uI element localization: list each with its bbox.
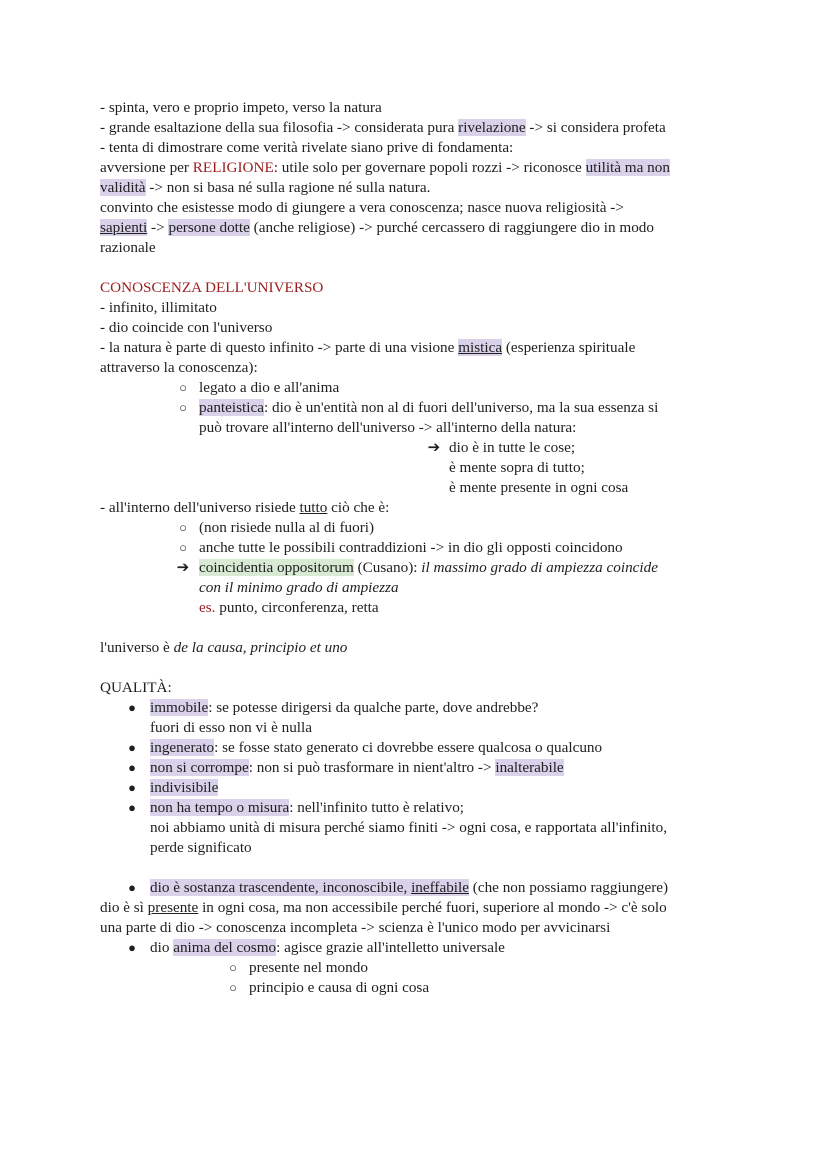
text-line: - tenta di dimostrare come verità rivelate siano prive di fondamenta: [100,139,514,156]
text-line: - la natura è parte di questo infinito -> parte di una visione mistica (esperienza spirituale [100,339,636,356]
list-item: ➔ coincidentia oppositorum (Cusano): il massimo grado di ampiezza coincide [172,558,658,578]
text-line: es. punto, circonferenza, retta [199,599,379,616]
list-item: ○ (non risiede nulla al di fuori) [172,518,374,538]
arrow-bullet-icon: ➔ [427,439,441,456]
text-line: - spinta, vero e proprio impeto, verso la natura [100,99,382,116]
underlined-word: tutto [299,499,328,516]
list-item: ● dio anima del cosmo: agisce grazie all'intelletto universale [120,938,505,958]
circle-bullet-icon: ○ [179,380,187,395]
red-keyword: RELIGIONE [192,159,274,176]
text-line: - all'interno dell'universo risiede tutto ciò che è: [100,499,390,516]
highlight-underlined: sapienti [100,219,148,236]
highlight: validità [100,179,146,196]
dot-bullet-icon: ● [128,880,136,895]
highlight: panteistica [199,399,264,416]
text-line: avversione per RELIGIONE: utile solo per governare popoli rozzi -> riconosce utilità ma non [100,159,670,176]
highlight-underlined: mistica [458,339,503,356]
circle-bullet-icon: ○ [229,960,237,975]
dot-bullet-icon: ● [128,700,136,715]
list-item: ● non si corrompe: non si può trasformare in nient'altro -> inalterabile [120,758,564,778]
highlight-underlined: ineffabile [411,879,469,896]
text-line: convinto che esistesse modo di giungere a vera conoscenza; nasce nuova religiosità -> [100,199,624,216]
highlight: persone dotte [168,219,250,236]
text-line: noi abbiamo unità di misura perché siamo finiti -> ogni cosa, e rapportata all'infinito, [150,819,667,836]
highlight: non ha tempo o misura [150,799,290,816]
example-label: es. [199,599,216,616]
text-line: con il minimo grado di ampiezza [199,579,399,596]
circle-bullet-icon: ○ [229,980,237,995]
list-item: ○ anche tutte le possibili contraddizioni -> in dio gli opposti coincidono [172,538,623,558]
list-item: ● dio è sostanza trascendente, inconoscibile, ineffabile (che non possiamo raggiungere) [120,878,668,898]
highlight: inalterabile [495,759,564,776]
text-line: dio è sì presente in ogni cosa, ma non accessibile perché fuori, superiore al mondo -> c'è solo [100,899,667,916]
list-item: ➔ dio è in tutte le cose; [423,438,575,458]
dot-bullet-icon: ● [128,780,136,795]
text-line: l'universo è de la causa, principio et uno [100,639,348,656]
text-line: può trovare all'interno dell'universo -> all'interno della natura: [199,419,577,436]
list-item: ● immobile: se potesse dirigersi da qualche parte, dove andrebbe? [120,698,538,718]
highlight: utilità ma non [585,159,670,176]
text-line: razionale [100,239,156,256]
text-line: sapienti -> persone dotte (anche religiose) -> purché cercassero di raggiungere dio in modo [100,219,654,236]
highlight: ingenerato [150,739,215,756]
dot-bullet-icon: ● [128,740,136,755]
underlined-word: presente [147,899,199,916]
list-item: ○ presente nel mondo [222,958,368,978]
dot-bullet-icon: ● [128,940,136,955]
text-line: validità -> non si basa né sulla ragione né sulla natura. [100,179,431,196]
text-line: - grande esaltazione della sua filosofia -> considerata pura rivelazione -> si considera profeta [100,119,666,136]
text-line: - dio coincide con l'universo [100,319,273,336]
highlight: immobile [150,699,209,716]
highlight: dio è sostanza trascendente, inconoscibile, [150,879,412,896]
list-item: ○ principio e causa di ogni cosa [222,978,429,998]
text-line: fuori di esso non vi è nulla [150,719,312,736]
highlight: anima del cosmo [173,939,277,956]
section-heading: CONOSCENZA DELL'UNIVERSO [100,279,324,296]
text-line: - infinito, illimitato [100,299,217,316]
dot-bullet-icon: ● [128,760,136,775]
circle-bullet-icon: ○ [179,520,187,535]
list-item [120,778,218,798]
text-line: perde significato [150,839,252,856]
list-item: ● non ha tempo o misura: nell'infinito tutto è relativo; [120,798,464,818]
highlight: rivelazione [458,119,526,136]
green-highlight: coincidentia oppositorum [199,559,354,576]
text-line: una parte di dio -> conoscenza incompleta -> scienza è l'unico modo per avvicinarsi [100,919,611,936]
arrow-bullet-icon: ➔ [176,559,190,576]
circle-bullet-icon: ○ [179,400,187,415]
list-item: ○ legato a dio e all'anima [172,378,339,398]
list-item: ● ingenerato: se fosse stato generato ci dovrebbe essere qualcosa o qualcuno [120,738,602,758]
text-line: è mente presente in ogni cosa [449,479,629,496]
text-line: è mente sopra di tutto; [449,459,585,476]
highlight: indivisibile [150,779,219,796]
text-line: attraverso la conoscenza): [100,359,258,376]
dot-bullet-icon: ● [128,800,136,815]
list-item: ○ panteistica: dio è un'entità non al di fuori dell'universo, ma la sua essenza si [172,398,658,418]
circle-bullet-icon: ○ [179,540,187,555]
section-heading: QUALITÀ: [100,679,172,696]
highlight: non si corrompe [150,759,249,776]
